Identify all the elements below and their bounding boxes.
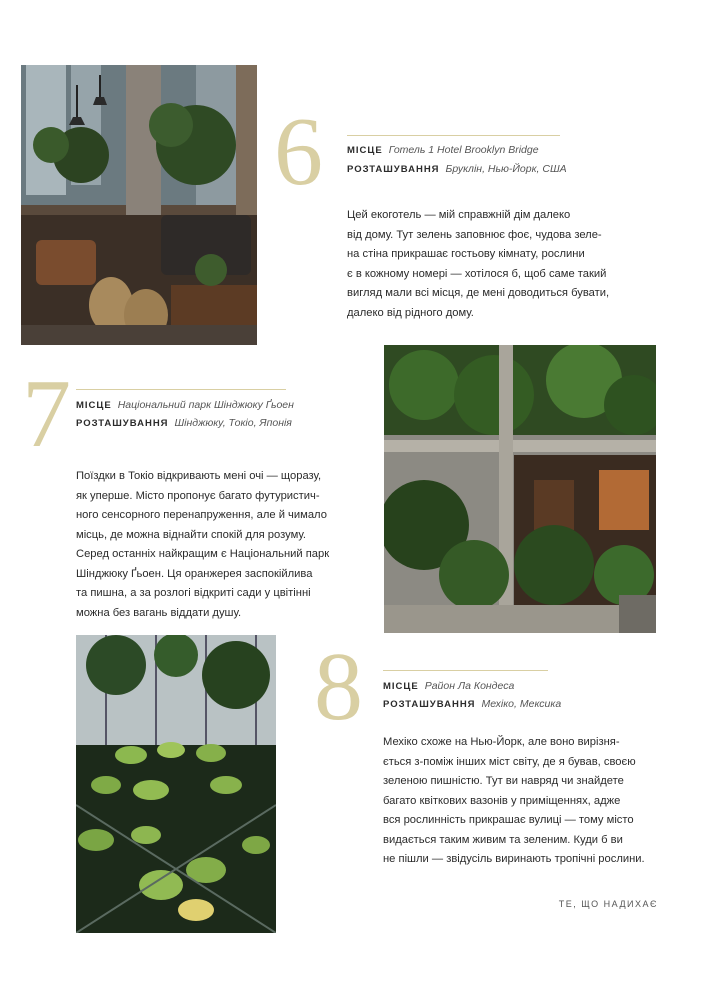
divider <box>76 389 286 390</box>
location-row <box>383 695 561 714</box>
section-body <box>383 733 645 870</box>
place-value: Національний парк Шінджюку Ґьоен <box>117 399 294 411</box>
section-number: 6 <box>274 98 323 206</box>
body-line: вигляд мали всі місця, де мені доводиться бувати, <box>347 287 610 299</box>
body-line: вся рослинність прикрашає вулиці — тому місто <box>383 814 634 826</box>
place-label: МІСЦЕ <box>347 145 383 156</box>
location-label: РОЗТАШУВАННЯ <box>383 699 476 710</box>
place-label: МІСЦЕ <box>383 681 419 692</box>
location-value: Шінджюку, Токіо, Японія <box>174 417 292 429</box>
body-line: ється з-поміж інших міст світу, де я бував, своєю <box>383 755 636 768</box>
place-row <box>76 396 294 415</box>
place-value: Готель 1 Hotel Brooklyn Bridge <box>388 144 539 156</box>
place-label: МІСЦЕ <box>76 400 112 411</box>
body-line: багато квіткових вазонів у приміщеннях, адже <box>383 794 621 807</box>
location-row <box>347 160 567 179</box>
body-line: Поїздки в Токіо відкривають мені очі — щоразу, <box>76 470 322 482</box>
body-line: далеко від рідного дому. <box>347 306 474 319</box>
section-body <box>347 206 609 323</box>
section-number: 7 <box>22 360 71 468</box>
location-label: РОЗТАШУВАННЯ <box>347 164 440 175</box>
location-row <box>76 414 292 433</box>
location-value: Бруклін, Нью-Йорк, США <box>445 163 567 175</box>
body-line: та пишна, а за розлогі відкриті сади у цвітінні <box>76 587 311 599</box>
body-line: як уперше. Місто пропонує багато футуристич- <box>76 489 320 502</box>
location-value: Мехіко, Мексика <box>481 698 562 710</box>
body-line: зеленою пишністю. Тут ви навряд чи знайдете <box>383 775 624 787</box>
body-line: Шінджюку Ґьоен. Ця оранжерея заспокійлива <box>76 567 313 580</box>
body-line: Серед останніх найкращим є Національний парк <box>76 548 330 560</box>
green-wall-building-photo <box>384 345 656 633</box>
place-row <box>347 141 539 160</box>
body-line: не пішли — звідусіль виринають тропічні рослини. <box>383 853 645 865</box>
running-footer: ТЕ, ЩО НАДИХАЄ <box>558 899 658 909</box>
divider <box>383 670 548 671</box>
greenhouse-lily-pads-photo <box>76 635 276 933</box>
divider <box>347 135 560 136</box>
body-line: від дому. Тут зелень заповнює фоє, чудова зеле- <box>347 228 602 241</box>
section-number: 8 <box>314 633 363 741</box>
body-line: Цей екоготель — мій справжній дім далеко <box>347 209 571 221</box>
body-line: на стіна прикрашає гостьову кімнату, рослини <box>347 248 585 260</box>
body-line: видається таким живим та зеленим. Куди б ви <box>383 833 623 846</box>
hotel-lobby-photo <box>21 65 257 345</box>
body-line: є в кожному номері — хотілося б, щоб саме такий <box>347 267 607 280</box>
body-line: можна без вагань віддати душу. <box>76 606 242 619</box>
place-value: Район Ла Кондеса <box>424 680 515 692</box>
body-line: місць, де можна віднайти спокій для розуму. <box>76 528 306 541</box>
section-body <box>76 467 329 623</box>
place-row <box>383 677 514 696</box>
body-line: ного сенсорного перенапруження, але й чимало <box>76 509 327 521</box>
body-line: Мехіко схоже на Нью-Йорк, але воно вирізня- <box>383 736 620 748</box>
location-label: РОЗТАШУВАННЯ <box>76 418 169 429</box>
